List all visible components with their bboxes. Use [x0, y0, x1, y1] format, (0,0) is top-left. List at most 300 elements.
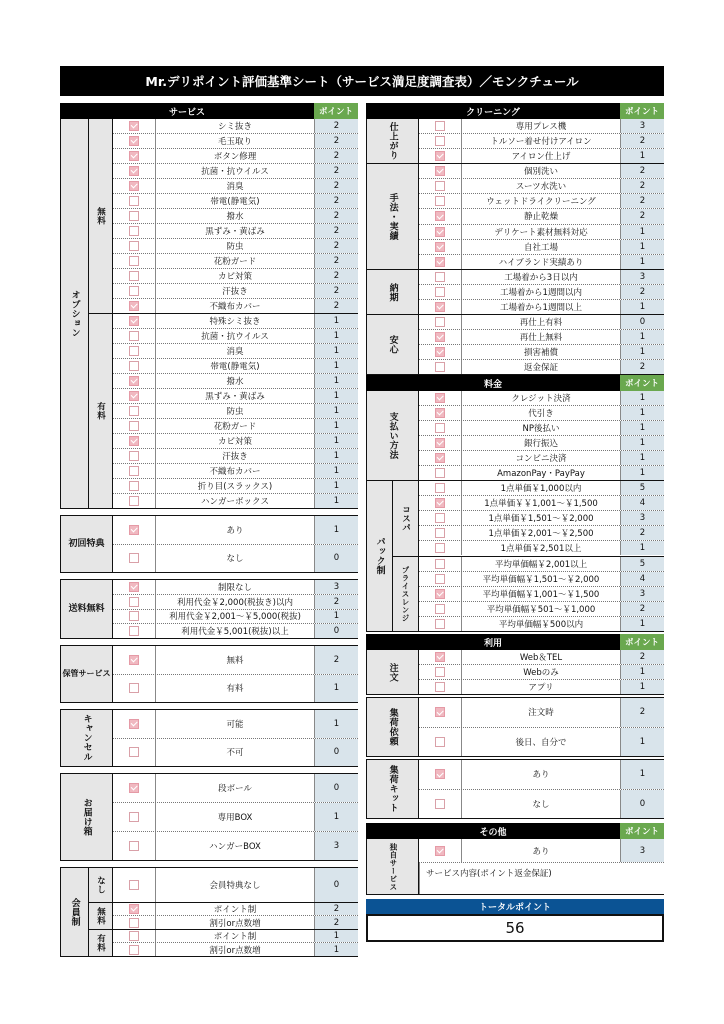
item-point: 2: [314, 269, 358, 283]
list-item: [419, 496, 664, 511]
item-point: 1: [620, 760, 664, 789]
checkbox[interactable]: [435, 483, 445, 493]
checkbox[interactable]: [435, 667, 445, 677]
member-paid-label: 有料: [89, 930, 113, 956]
checked-checkbox[interactable]: [129, 783, 139, 793]
checkbox-cell: [113, 945, 155, 955]
item-name: 撥水: [155, 209, 314, 223]
checkbox[interactable]: [435, 799, 445, 809]
item-point: 1: [620, 451, 664, 465]
list-item: [419, 665, 664, 680]
checkbox-cell: [113, 301, 155, 311]
option-paid-group: [89, 314, 358, 508]
list-item: [419, 481, 664, 496]
checkbox[interactable]: [435, 362, 445, 372]
item-point: 1: [314, 494, 358, 508]
item-name: カビ対策: [155, 434, 314, 448]
checked-checkbox[interactable]: [435, 151, 445, 161]
checkbox[interactable]: [129, 241, 139, 251]
item-point: 1: [314, 329, 358, 343]
sheet-title: Mr.デリポイント評価基準シート（サービス満足度調査表）／モンクチュール: [60, 66, 664, 96]
checkbox[interactable]: [435, 513, 445, 523]
item-point: 5: [620, 481, 664, 495]
item-name: 平均単価幅￥2,001以上: [461, 557, 620, 571]
checkbox-cell: [113, 241, 155, 251]
checked-checkbox[interactable]: [435, 347, 445, 357]
item-point: 1: [314, 359, 358, 373]
item-point: 3: [620, 270, 664, 284]
list-item: [419, 451, 664, 466]
item-name: 割引or点数増: [155, 916, 314, 929]
list-item: [419, 680, 664, 694]
checkbox-cell: [419, 347, 461, 357]
option-paid-label: 有料: [89, 314, 113, 508]
item-point: 2: [314, 164, 358, 178]
item-point: 1: [314, 434, 358, 448]
storage-section: [60, 645, 358, 703]
price-range-label: プライスレンジ: [393, 557, 419, 632]
checkbox-cell: [113, 316, 155, 326]
checkbox[interactable]: [129, 481, 139, 491]
list-item: [419, 300, 664, 314]
checkbox[interactable]: [435, 574, 445, 584]
checkbox-cell: [113, 466, 155, 476]
checkbox-cell: [419, 559, 461, 569]
item-name: カビ対策: [155, 269, 314, 283]
safe-label: 安心: [367, 315, 419, 374]
checkbox-cell: [419, 799, 461, 809]
checkbox-cell: [419, 287, 461, 297]
list-item: [419, 391, 664, 406]
list-item: [113, 868, 358, 902]
finish-section: [366, 119, 664, 164]
item-name: 消臭: [155, 344, 314, 358]
list-item: [419, 240, 664, 255]
checkbox[interactable]: [435, 423, 445, 433]
item-point: 1: [314, 803, 358, 831]
list-item: [419, 209, 664, 224]
checkbox-cell: [419, 543, 461, 553]
checkbox-cell: [113, 451, 155, 461]
item-point: 1: [620, 541, 664, 555]
checkbox[interactable]: [129, 918, 139, 928]
checked-checkbox[interactable]: [435, 707, 445, 717]
checked-checkbox[interactable]: [129, 655, 139, 665]
checked-checkbox[interactable]: [129, 166, 139, 176]
list-item: [113, 646, 358, 675]
item-point: 0: [314, 774, 358, 802]
list-item: [113, 803, 358, 832]
checkbox-cell: [419, 423, 461, 433]
list-item: [113, 404, 358, 419]
checkbox-cell: [419, 438, 461, 448]
kit-label: 集荷キット: [367, 760, 419, 818]
checked-checkbox[interactable]: [435, 166, 445, 176]
checkbox[interactable]: [129, 451, 139, 461]
item-name: 制限なし: [155, 580, 314, 594]
item-name: ハンガーボックス: [155, 494, 314, 508]
checked-checkbox[interactable]: [435, 589, 445, 599]
item-name: 損害補償: [461, 345, 620, 359]
checkbox[interactable]: [435, 604, 445, 614]
checked-checkbox[interactable]: [129, 136, 139, 146]
list-item: [113, 119, 358, 134]
item-name: 平均単価幅￥1,501～￥2,000: [461, 572, 620, 586]
list-item: [113, 359, 358, 374]
item-point: 2: [620, 134, 664, 148]
checkbox[interactable]: [129, 931, 139, 941]
item-point: 1: [620, 225, 664, 239]
pack-label: パック制: [367, 481, 393, 631]
checked-checkbox[interactable]: [435, 438, 445, 448]
checkbox-cell: [113, 931, 155, 941]
checked-checkbox[interactable]: [435, 227, 445, 237]
checkbox[interactable]: [129, 211, 139, 221]
checkbox-cell: [419, 408, 461, 418]
checked-checkbox[interactable]: [435, 393, 445, 403]
checkbox[interactable]: [129, 226, 139, 236]
checkbox-cell: [419, 211, 461, 221]
checked-checkbox[interactable]: [435, 332, 445, 342]
checkbox-cell: [419, 227, 461, 237]
item-name: AmazonPay・PayPay: [461, 466, 620, 480]
cancel-section: [60, 709, 358, 767]
checkbox[interactable]: [435, 317, 445, 327]
list-item: [419, 572, 664, 587]
checkbox[interactable]: [129, 496, 139, 506]
list-item: [419, 345, 664, 360]
list-item: [113, 464, 358, 479]
checkbox-cell: [113, 812, 155, 822]
item-point: 2: [314, 646, 358, 674]
list-item: [419, 164, 664, 179]
item-name: スーツ水洗い: [461, 179, 620, 193]
item-point: 1: [620, 300, 664, 314]
checkbox[interactable]: [435, 121, 445, 131]
checkbox[interactable]: [129, 271, 139, 281]
pickup-section: [366, 697, 664, 757]
checkbox[interactable]: [435, 528, 445, 538]
cospa-group: [393, 481, 664, 557]
checkbox-cell: [419, 513, 461, 523]
list-item: [113, 314, 358, 329]
checked-checkbox[interactable]: [129, 525, 139, 535]
checkbox-cell: [419, 302, 461, 312]
item-name: 帯電(静電気): [155, 359, 314, 373]
item-name: 汗抜き: [155, 449, 314, 463]
checked-checkbox[interactable]: [129, 582, 139, 592]
checkbox-cell: [113, 525, 155, 535]
cleaning-point-header: ポイント: [620, 103, 664, 119]
item-point: 5: [620, 557, 664, 571]
list-item: [113, 545, 358, 573]
checkbox-cell: [113, 181, 155, 191]
checkbox-cell: [419, 121, 461, 131]
unique-service-section: [366, 839, 664, 895]
list-item: [419, 255, 664, 269]
checkbox-cell: [419, 667, 461, 677]
checked-checkbox[interactable]: [129, 436, 139, 446]
checkbox[interactable]: [129, 256, 139, 266]
list-item: [113, 832, 358, 860]
checkbox[interactable]: [129, 331, 139, 341]
list-item: [419, 526, 664, 541]
checkbox[interactable]: [129, 286, 139, 296]
item-name: 平均単価幅￥1,001～￥1,500: [461, 587, 620, 601]
item-name: なし: [155, 545, 314, 573]
list-item: [113, 389, 358, 404]
list-item: [419, 511, 664, 526]
checkbox[interactable]: [129, 553, 139, 563]
item-name: あり: [461, 839, 620, 862]
item-name: 再仕上有料: [461, 315, 620, 329]
checkbox[interactable]: [435, 559, 445, 569]
item-point: 0: [314, 739, 358, 767]
list-item: [113, 239, 358, 254]
item-name: 工場着から1週間以内: [461, 285, 620, 299]
checkbox-cell: [113, 597, 155, 607]
checkbox[interactable]: [435, 468, 445, 478]
checked-checkbox[interactable]: [435, 211, 445, 221]
member-free-label: 無料: [89, 903, 113, 929]
checked-checkbox[interactable]: [129, 121, 139, 131]
checkbox-cell: [113, 226, 155, 236]
checkbox-cell: [113, 376, 155, 386]
checkbox-cell: [419, 181, 461, 191]
list-item: [113, 479, 358, 494]
item-name: 平均単価幅￥501～￥1,000: [461, 602, 620, 616]
checkbox[interactable]: [129, 597, 139, 607]
safe-section: [366, 315, 664, 375]
point-header-label: ポイント: [314, 103, 358, 119]
checked-checkbox[interactable]: [435, 453, 445, 463]
checkbox[interactable]: [129, 841, 139, 851]
item-point: 1: [620, 665, 664, 679]
item-point: 1: [314, 610, 358, 624]
item-point: 2: [314, 134, 358, 148]
checkbox-cell: [419, 136, 461, 146]
checkbox-cell: [113, 496, 155, 506]
total-points-header: トータルポイント: [366, 899, 664, 914]
list-item: [419, 728, 664, 757]
checkbox-cell: [419, 682, 461, 692]
checkbox[interactable]: [435, 196, 445, 206]
item-name: トルソー着せ付けアイロン: [461, 134, 620, 148]
list-item: [419, 557, 664, 572]
item-point: 2: [620, 179, 664, 193]
lead-time-section: [366, 270, 664, 315]
checked-checkbox[interactable]: [435, 302, 445, 312]
item-point: 1: [314, 479, 358, 493]
price-range-group: [393, 557, 664, 632]
item-name: 不織布カバー: [155, 464, 314, 478]
checkbox-cell: [113, 331, 155, 341]
usage-header: [366, 634, 664, 650]
checkbox-cell: [113, 136, 155, 146]
item-name: 静止乾燥: [461, 209, 620, 223]
checkbox[interactable]: [435, 619, 445, 629]
list-item: [113, 269, 358, 284]
checked-checkbox[interactable]: [129, 316, 139, 326]
member-none-group: [89, 868, 358, 903]
item-point: 2: [620, 164, 664, 178]
item-name: 平均単価幅￥500以内: [461, 617, 620, 631]
item-name: あり: [461, 760, 620, 789]
checkbox[interactable]: [435, 737, 445, 747]
checkbox[interactable]: [435, 682, 445, 692]
item-name: 無料: [155, 646, 314, 674]
checkbox[interactable]: [129, 626, 139, 636]
item-point: 1: [314, 930, 358, 943]
checkbox[interactable]: [129, 406, 139, 416]
checkbox-cell: [113, 391, 155, 401]
checked-checkbox[interactable]: [435, 498, 445, 508]
item-point: 1: [620, 345, 664, 359]
checkbox[interactable]: [129, 346, 139, 356]
checked-checkbox[interactable]: [129, 391, 139, 401]
member-section: [60, 867, 358, 957]
item-name: 1点単価￥￥1,001～￥1,500: [461, 496, 620, 510]
checkbox[interactable]: [435, 136, 445, 146]
checked-checkbox[interactable]: [129, 181, 139, 191]
item-name: ハンガーBOX: [155, 832, 314, 860]
item-point: 1: [620, 436, 664, 450]
checkbox-cell: [419, 589, 461, 599]
list-item: [113, 916, 358, 929]
member-none-label: なし: [89, 868, 113, 902]
shipping-section: [60, 579, 358, 639]
checked-checkbox[interactable]: [435, 242, 445, 252]
checked-checkbox[interactable]: [129, 719, 139, 729]
checkbox[interactable]: [129, 421, 139, 431]
item-point: 3: [620, 511, 664, 525]
checkbox-cell: [113, 286, 155, 296]
checkbox-cell: [419, 619, 461, 629]
item-name: 不可: [155, 739, 314, 767]
checkbox[interactable]: [435, 543, 445, 553]
item-name: 折り目(スラックス): [155, 479, 314, 493]
checkbox[interactable]: [129, 683, 139, 693]
item-name: 1点単価￥2,501以上: [461, 541, 620, 555]
list-item: [113, 134, 358, 149]
checked-checkbox[interactable]: [129, 376, 139, 386]
item-point: 1: [314, 419, 358, 433]
item-name: デリケート素材無料対応: [461, 225, 620, 239]
item-point: 1: [620, 680, 664, 694]
checked-checkbox[interactable]: [129, 301, 139, 311]
item-name: 1点単価￥1,000以内: [461, 481, 620, 495]
checkbox-cell: [113, 841, 155, 851]
item-name: ポイント制: [155, 903, 314, 916]
item-name: ポイント制: [155, 930, 314, 943]
checkbox-cell: [113, 196, 155, 206]
item-name: 花粉ガード: [155, 419, 314, 433]
option-section: [60, 119, 358, 509]
list-item: [113, 739, 358, 767]
item-point: 2: [314, 254, 358, 268]
checkbox-cell: [419, 272, 461, 282]
item-name: 帯電(静電気): [155, 194, 314, 208]
item-name: 段ボール: [155, 774, 314, 802]
list-item: [113, 194, 358, 209]
checked-checkbox[interactable]: [435, 408, 445, 418]
lead-time-label: 納期: [367, 270, 419, 314]
checkbox[interactable]: [129, 196, 139, 206]
checkbox[interactable]: [435, 287, 445, 297]
checkbox-cell: [419, 362, 461, 372]
item-point: 1: [620, 330, 664, 344]
item-name: 1点単価￥1,501～￥2,000: [461, 511, 620, 525]
item-name: シミ抜き: [155, 119, 314, 133]
list-item: [113, 329, 358, 344]
list-item: [419, 194, 664, 209]
checkbox-cell: [419, 151, 461, 161]
item-point: 2: [314, 224, 358, 238]
item-point: 1: [314, 374, 358, 388]
item-name: 抗菌・抗ウイルス: [155, 329, 314, 343]
shipping-label: 送料無料: [61, 580, 113, 638]
item-point: 1: [620, 391, 664, 405]
checked-checkbox[interactable]: [129, 904, 139, 914]
item-point: 0: [620, 315, 664, 329]
checkbox-cell: [113, 481, 155, 491]
item-point: 0: [314, 868, 358, 902]
checked-checkbox[interactable]: [435, 652, 445, 662]
checkbox[interactable]: [129, 812, 139, 822]
pack-section: [366, 481, 664, 632]
checked-checkbox[interactable]: [435, 257, 445, 267]
checkbox-cell: [113, 166, 155, 176]
checked-checkbox[interactable]: [129, 151, 139, 161]
item-name: ウェットドライクリーニング: [461, 194, 620, 208]
checkbox-cell: [113, 121, 155, 131]
checkbox[interactable]: [435, 272, 445, 282]
checked-checkbox[interactable]: [435, 846, 445, 856]
list-item: [113, 374, 358, 389]
item-name: 割引or点数増: [155, 943, 314, 956]
item-name: 可能: [155, 710, 314, 738]
checkbox-cell: [113, 719, 155, 729]
item-point: 1: [620, 255, 664, 269]
checkbox[interactable]: [129, 880, 139, 890]
item-name: 利用代金￥5,001(税抜)以上: [155, 624, 314, 638]
first-bonus-label: 初回特典: [61, 516, 113, 572]
checkbox[interactable]: [129, 361, 139, 371]
item-name: NP後払い: [461, 421, 620, 435]
checkbox[interactable]: [129, 466, 139, 476]
item-point: 1: [620, 149, 664, 163]
checkbox[interactable]: [435, 181, 445, 191]
list-item: [113, 774, 358, 803]
checkbox[interactable]: [129, 747, 139, 757]
method-section: [366, 164, 664, 270]
item-point: 1: [314, 516, 358, 544]
checkbox-cell: [113, 747, 155, 757]
checkbox-cell: [113, 904, 155, 914]
total-points-value: 56: [366, 914, 664, 942]
item-name: ハイブランド実績あり: [461, 255, 620, 269]
checkbox-cell: [113, 406, 155, 416]
list-item: [113, 595, 358, 610]
item-name: 抗菌・抗ウイルス: [155, 164, 314, 178]
checkbox[interactable]: [129, 611, 139, 621]
checkbox[interactable]: [129, 945, 139, 955]
checkbox-cell: [113, 361, 155, 371]
usage-header-label: 利用: [366, 634, 620, 650]
list-item: [113, 494, 358, 508]
checked-checkbox[interactable]: [435, 769, 445, 779]
list-item: [419, 436, 664, 451]
